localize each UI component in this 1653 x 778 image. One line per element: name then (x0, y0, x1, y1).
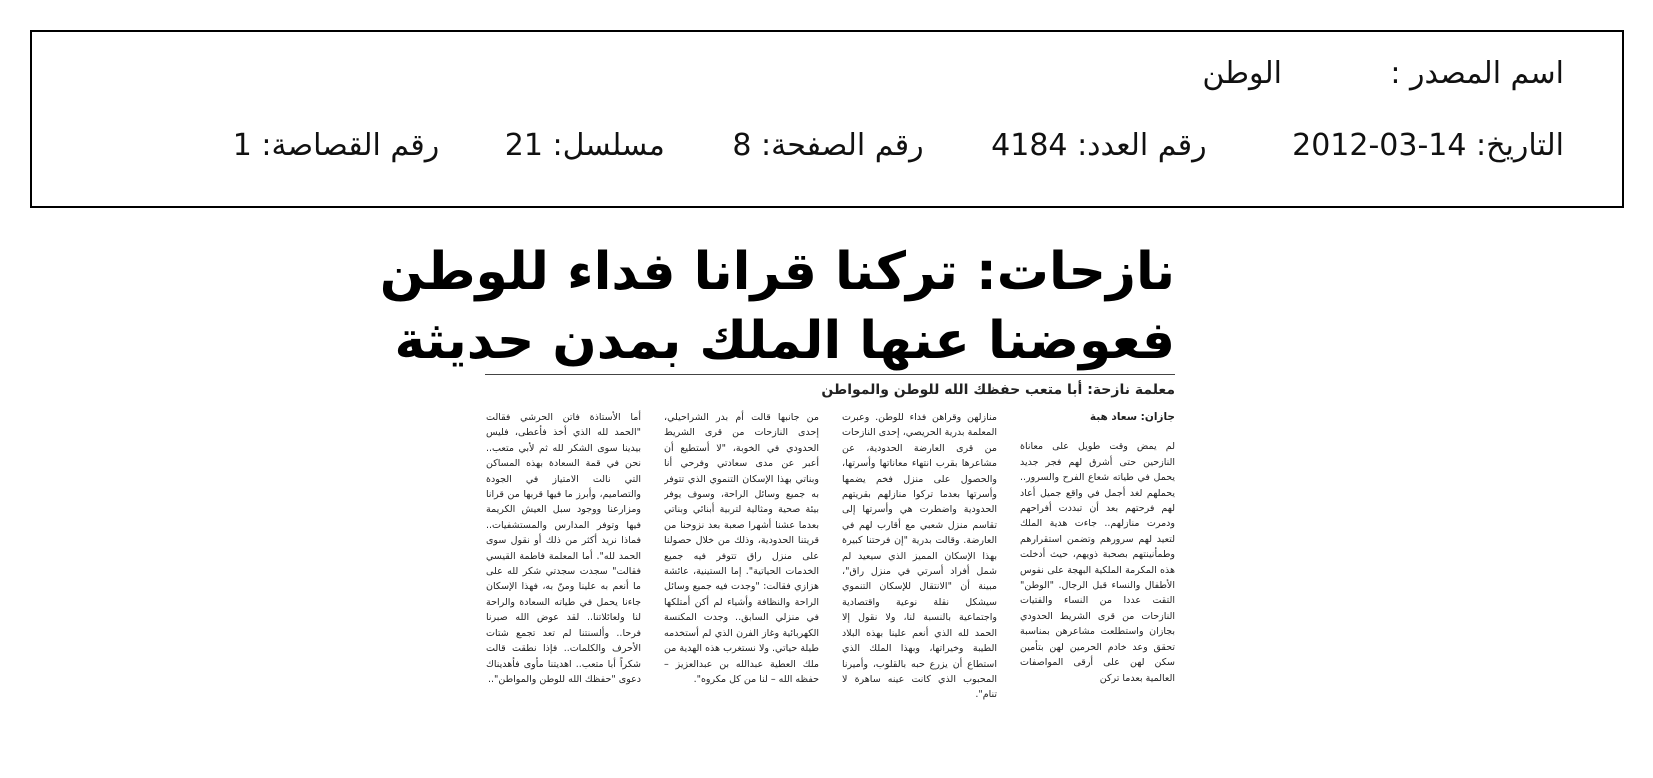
metadata-row (233, 126, 1564, 166)
headline-line-1: نازحات: تركنا قرانا فداء للوطن (379, 242, 1175, 302)
column-2-text: منازلهن وقراهن فداء للوطن. وعبرت المعلمة بدرية الحريصي، إحدى النازحات من قرى العارضة الحدودية، عن مشاعرها بقرب انتهاء معاناتها وأسرتها، والحصول على منزل فخم يضمها وأسرتها بعدما تركوا منازلهم بقريتهم الحدودية واضطرت هي وأسرتها إلى تقاسم منزل شعبي مع أقارب لهم في العارضة. وقالت بدرية "إن فرحتنا كبيرة بهذا الإسكان المميز الذي سيعيد لم شمل أفراد أسرتي في منزل راق"، مبينة أن "الانتقال للإسكان التنموي سيشكل نقلة نوعية واقتصادية واجتماعية بالنسبة لنا، ولا نقول إلا الحمد لله الذي أنعم علينا بهذه البلاد الطيبة وخيراتها، وبهذا الملك الذي استطاع أن يزرع حبه بالقلوب، وأميرنا المحبوب الذي كانت عينه ساهرة لا تنام". (842, 412, 997, 701)
article-column-4 (486, 410, 641, 755)
source-label: اسم المصدر : (1390, 56, 1564, 91)
newspaper-article (379, 232, 1175, 772)
subheadline: معلمة نازحة: أبا متعب حفظك الله للوطن والمواطن (821, 382, 1175, 398)
page-field (732, 126, 923, 166)
date-field (1292, 126, 1564, 166)
serial-value: 21 (504, 128, 543, 163)
issue-field (991, 126, 1206, 166)
date-value: 2012-03-14 (1292, 128, 1467, 163)
column-3-text: من جانبها قالت أم بدر الشراحيلي، إحدى النازحات من قرى الشريط الحدودي في الخوبة، "لا أستطيع أن أعبر عن مدى سعادتي وفرحي أنا وبناتي بهذا الإسكان التنموي الذي تتوفر به جميع وسائل الراحة، وسوف يوفر بيئة صحية ومثالية لتربية أبنائي وبناتي بعدما عشنا أشهرا صعبة بعد نزوحنا من قريتنا الحدودية، وذلك من خلال حصولنا على منزل راق تتوفر فيه جميع الخدمات الحياتية". إما الستينية، عائشة هزازي فقالت: "وجدت فيه جميع وسائل الراحة والنظافة وأشياء لم أكن أمتلكها في منزلي السابق.. وجدت المكنسة الكهربائية وغاز الفرن الذي لم أستخدمه طيلة حياتي. ولا نستغرب هذه الهدية من ملك العطية عبدالله بن عبدالعزيز – حفظه الله – لنا من كل مكروه". (664, 412, 819, 685)
column-4-text: أما الأستاذة فاتن الحرشي فقالت "الحمد لله الذي أخذ فأعطى، فليس بيدينا سوى الشكر لله ثم لأبي متعب.. نحن في قمة السعادة بهذه المساكن التي نالت الامتياز في الجودة والتصاميم، وأبرز ما فيها قربها من قرانا ومزارعنا ووجود سبل العيش الكريمة فيها وتوفر المدارس والمستشفيات.. فماذا نريد أكثر من ذلك أو نقول سوى الحمد لله". أما المعلمة فاطمة القيسي فقالت" سجدت سجدتي شكر لله على ما أنعم به علينا ومنّ به، فهذا الإسكان جاءنا يحمل في طياته السعادة والراحة لنا ولعائلاتنا.. لقد عوض الله صبرنا فرحا.. وألسنتنا لم تعد تجمع شتات الأحرف والكلمات.. فإذا نطقت قالت شكراً أبا متعب.. اهديتنا مأوى فأهديناك دعوى "حفظك الله للوطن والمواطن".. (486, 412, 641, 685)
article-column-2 (842, 410, 997, 755)
source-value: الوطن (1202, 56, 1282, 91)
headline-line-2: فعوضنا عنها الملك بمدن حديثة (394, 311, 1175, 371)
article-column-1 (1020, 410, 1175, 755)
issue-value: 4184 (991, 128, 1068, 163)
issue-label: رقم العدد: (1077, 128, 1207, 163)
clip-field (233, 126, 439, 166)
date-label: التاريخ: (1476, 128, 1564, 163)
column-1-text: لم يمض وقت طويل على معاناة النازحين حتى أشرق لهم فجر جديد يحمل في طياته شعاع الفرح والسرور.. يحملهم لغد أجمل في واقع جميل أعاد لهم فرحتهم بعد أن تبددت أفراحهم ودمرت منازلهم.. جاءت هدية الملك لتعيد لهم سرورهم وتضمن استقرارهم وطمأنينتهم بصحبة ذويهم، حيث أدخلت هذه المكرمة الملكية البهجة على نفوس الأطفال والنساء قبل الرجال. "الوطن" التقت عددا من النساء والفتيات النازحات من قرى الشريط الحدودي بجازان واستطلعت مشاعرهن بمناسبة تحقق وعد خادم الحرمين لهن بتأمين سكن لهن على أرقى المواصفات العالمية بعدما تركن (1020, 441, 1175, 684)
article-column-3 (664, 410, 819, 755)
clip-label: رقم القصاصة: (261, 128, 440, 163)
source-row (1202, 54, 1564, 94)
page-label: رقم الصفحة: (761, 128, 924, 163)
headline-divider (485, 374, 1175, 375)
clip-value: 1 (232, 128, 252, 163)
serial-label: مسلسل: (552, 128, 665, 163)
serial-field (505, 126, 665, 166)
byline: جازان: سعاد هبة (1089, 411, 1175, 423)
clipping-header-box (30, 30, 1624, 208)
page-value: 8 (732, 128, 752, 163)
